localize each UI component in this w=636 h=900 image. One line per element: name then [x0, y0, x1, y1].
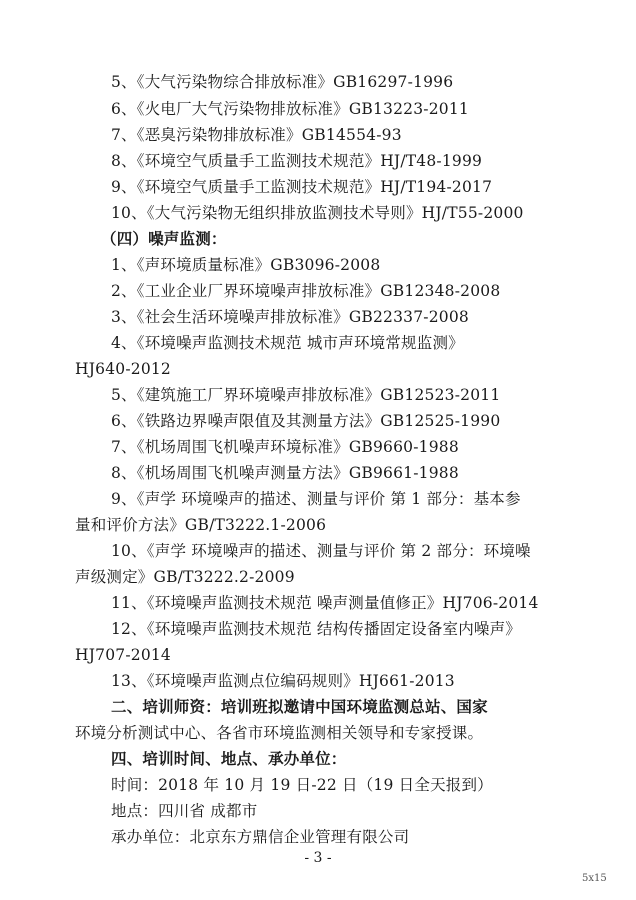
- section-heading: 二、培训师资：培训班拟邀请中国环境监测总站、国家: [111, 697, 488, 716]
- text-line: 10、《声学 环境噪声的描述、测量与评价 第 2 部分：环境噪: [111, 542, 531, 560]
- text-line: 1、《声环境质量标准》GB3096-2008: [111, 256, 381, 274]
- scale-note: 5x15: [582, 873, 607, 884]
- text-line: 5、《大气污染物综合排放标准》GB16297-1996: [111, 73, 454, 91]
- text-line: 3、《社会生活环境噪声排放标准》GB22337-2008: [111, 308, 469, 326]
- section-heading: （四）噪声监测：: [101, 229, 227, 248]
- text-line: 12、《环境噪声监测技术规范 结构传播固定设备室内噪声》: [111, 620, 522, 638]
- text-line: 11、《环境噪声监测技术规范 噪声测量值修正》HJ706-2014: [111, 594, 539, 612]
- text-line: 环境分析测试中心、各省市环境监测相关领导和专家授课。: [75, 724, 484, 742]
- text-line: 4、《环境噪声监测技术规范 城市声环境常规监测》: [111, 334, 464, 352]
- section-heading: 四、培训时间、地点、承办单位：: [111, 749, 347, 768]
- text-line: 8、《环境空气质量手工监测技术规范》HJ/T48-1999: [111, 152, 483, 170]
- text-line: 7、《机场周围飞机噪声环境标准》GB9660-1988: [111, 438, 459, 456]
- page-number: - 3 -: [304, 850, 332, 866]
- text-line: 量和评价方法》GB/T3222.1-2006: [75, 516, 327, 534]
- text-line: 7、《恶臭污染物排放标准》GB14554-93: [111, 126, 402, 144]
- text-line: 地点：四川省 成都市: [111, 802, 258, 820]
- text-line: 声级测定》GB/T3222.2-2009: [75, 568, 295, 586]
- text-line: 9、《环境空气质量手工监测技术规范》HJ/T194-2017: [111, 178, 493, 196]
- text-line: 6、《火电厂大气污染物排放标准》GB13223-2011: [111, 100, 469, 118]
- text-line: 2、《工业企业厂界环境噪声排放标准》GB12348-2008: [111, 282, 501, 300]
- text-line: 13、《环境噪声监测点位编码规则》HJ661-2013: [111, 672, 455, 690]
- text-line: 10、《大气污染物无组织排放监测技术导则》HJ/T55-2000: [111, 204, 524, 222]
- text-line: 时间：2018 年 10 月 19 日-22 日（19 日全天报到）: [111, 776, 493, 794]
- text-line: HJ640-2012: [75, 360, 171, 378]
- text-line: 9、《声学 环境噪声的描述、测量与评价 第 1 部分：基本参: [111, 490, 521, 508]
- text-line: 8、《机场周围飞机噪声测量方法》GB9661-1988: [111, 464, 459, 482]
- text-line: 5、《建筑施工厂界环境噪声排放标准》GB12523-2011: [111, 386, 501, 404]
- text-line: HJ707-2014: [75, 646, 171, 664]
- text-line: 6、《铁路边界噪声限值及其测量方法》GB12525-1990: [111, 412, 501, 430]
- text-line: 承办单位：北京东方鼎信企业管理有限公司: [111, 828, 410, 846]
